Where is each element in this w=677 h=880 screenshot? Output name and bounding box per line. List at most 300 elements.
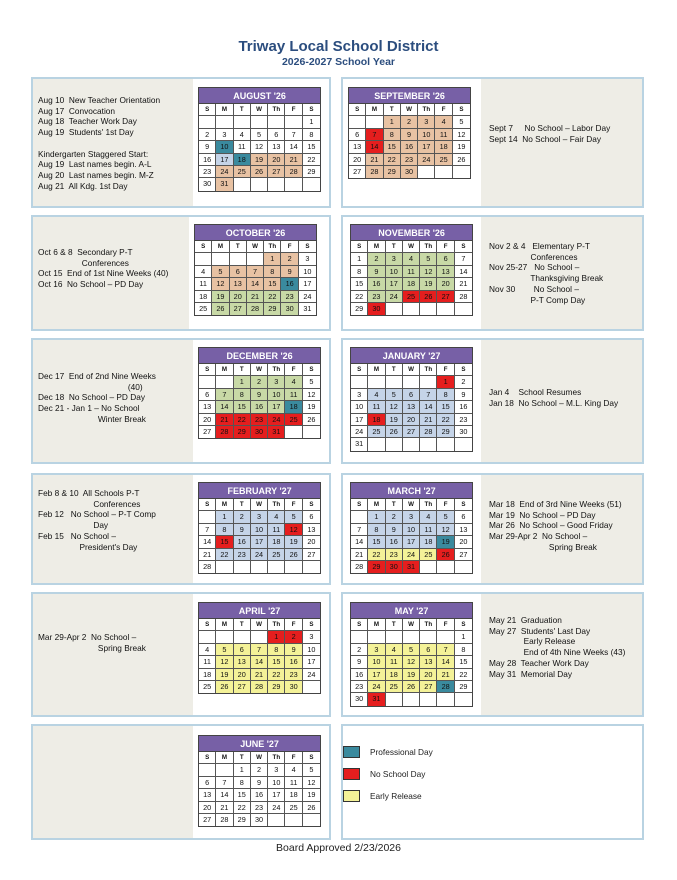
day-cell: 29 bbox=[455, 681, 472, 693]
month-grid bbox=[199, 499, 320, 573]
note-line bbox=[38, 138, 160, 149]
calendar-august bbox=[198, 87, 321, 192]
day-header: S bbox=[349, 104, 366, 116]
day-cell: 20 bbox=[199, 802, 216, 814]
day-cell: 2 bbox=[251, 764, 268, 776]
day-cell: 13 bbox=[437, 266, 454, 278]
day-cell: 11 bbox=[368, 401, 385, 413]
day-cell: 29 bbox=[368, 561, 385, 573]
day-cell: 24 bbox=[403, 549, 420, 561]
day-cell: 14 bbox=[437, 656, 454, 668]
day-cell: 11 bbox=[195, 278, 212, 290]
day-cell: 30 bbox=[251, 426, 268, 438]
day-cell: 10 bbox=[368, 656, 385, 668]
day-cell: 5 bbox=[216, 644, 233, 656]
day-cell: 6 bbox=[199, 389, 216, 401]
day-header: S bbox=[453, 104, 470, 116]
empty-cell bbox=[285, 178, 302, 190]
day-cell: 18 bbox=[368, 414, 385, 426]
day-cell: 19 bbox=[212, 291, 229, 303]
notes-october bbox=[38, 247, 168, 290]
empty-cell bbox=[285, 426, 302, 438]
day-cell: 16 bbox=[386, 536, 403, 548]
day-cell: 12 bbox=[403, 656, 420, 668]
empty-cell bbox=[386, 303, 403, 315]
day-cell: 3 bbox=[268, 376, 285, 388]
day-cell: 4 bbox=[386, 644, 403, 656]
day-cell: 16 bbox=[455, 401, 472, 413]
day-cell: 12 bbox=[216, 656, 233, 668]
day-cell: 1 bbox=[303, 116, 320, 128]
day-cell: 8 bbox=[234, 777, 251, 789]
month-title: MAY '27 bbox=[351, 603, 472, 619]
day-cell: 23 bbox=[251, 414, 268, 426]
empty-cell bbox=[199, 511, 216, 523]
note-line: May 21 Graduation bbox=[489, 615, 562, 625]
day-cell: 17 bbox=[303, 656, 320, 668]
day-cell: 21 bbox=[351, 549, 368, 561]
day-cell: 10 bbox=[268, 389, 285, 401]
day-cell: 26 bbox=[285, 549, 302, 561]
note-line: End of 4th Nine Weeks (43) bbox=[489, 647, 626, 658]
note-line: Thanksgiving Break bbox=[489, 273, 604, 284]
day-cell: 26 bbox=[386, 426, 403, 438]
day-cell: 20 bbox=[199, 414, 216, 426]
day-cell: 15 bbox=[234, 789, 251, 801]
day-cell: 7 bbox=[420, 389, 437, 401]
day-cell: 5 bbox=[303, 376, 320, 388]
day-cell: 24 bbox=[251, 549, 268, 561]
day-cell: 3 bbox=[386, 253, 403, 265]
note-line: Day bbox=[38, 520, 109, 531]
board-approved-footer: Board Approved 2/23/2026 bbox=[276, 842, 401, 854]
header bbox=[0, 38, 677, 69]
day-cell: 24 bbox=[299, 291, 316, 303]
empty-cell bbox=[351, 631, 368, 643]
day-header: M bbox=[368, 364, 385, 376]
legend-early-release bbox=[343, 790, 483, 804]
day-cell: 11 bbox=[420, 524, 437, 536]
day-cell: 5 bbox=[437, 511, 454, 523]
month-title: DECEMBER '26 bbox=[199, 348, 320, 364]
day-cell: 3 bbox=[216, 129, 233, 141]
day-cell: 17 bbox=[351, 414, 368, 426]
day-cell: 22 bbox=[368, 549, 385, 561]
day-cell: 31 bbox=[216, 178, 233, 190]
day-cell: 1 bbox=[351, 253, 368, 265]
day-cell: 4 bbox=[435, 116, 452, 128]
day-header: T bbox=[234, 752, 251, 764]
empty-cell bbox=[403, 438, 420, 450]
day-cell: 14 bbox=[455, 266, 472, 278]
note-line: Mar 26 No School – Good Friday bbox=[489, 520, 613, 531]
day-cell: 1 bbox=[455, 631, 472, 643]
day-cell: 8 bbox=[268, 644, 285, 656]
month-grid bbox=[349, 104, 470, 178]
month-grid bbox=[195, 241, 316, 315]
day-cell: 10 bbox=[403, 524, 420, 536]
day-cell: 23 bbox=[455, 414, 472, 426]
day-cell: 11 bbox=[199, 656, 216, 668]
day-cell: 21 bbox=[420, 414, 437, 426]
empty-cell bbox=[403, 376, 420, 388]
day-cell: 27 bbox=[437, 291, 454, 303]
day-cell: 28 bbox=[366, 166, 383, 178]
day-cell: 20 bbox=[234, 669, 251, 681]
day-cell: 28 bbox=[216, 814, 233, 826]
day-cell: 16 bbox=[351, 669, 368, 681]
day-header: M bbox=[216, 104, 233, 116]
legend-professional-day bbox=[343, 746, 483, 760]
empty-cell bbox=[455, 693, 472, 705]
day-cell: 2 bbox=[455, 376, 472, 388]
day-header: S bbox=[303, 364, 320, 376]
day-cell: 25 bbox=[386, 681, 403, 693]
day-cell: 26 bbox=[437, 549, 454, 561]
day-cell: 8 bbox=[455, 644, 472, 656]
day-cell: 13 bbox=[455, 524, 472, 536]
month-title: AUGUST '26 bbox=[199, 88, 320, 104]
day-cell: 16 bbox=[368, 278, 385, 290]
day-cell: 8 bbox=[234, 389, 251, 401]
day-cell: 28 bbox=[247, 303, 264, 315]
day-cell: 1 bbox=[437, 376, 454, 388]
day-cell: 24 bbox=[268, 414, 285, 426]
day-cell: 14 bbox=[420, 401, 437, 413]
day-cell: 27 bbox=[349, 166, 366, 178]
day-cell: 4 bbox=[285, 764, 302, 776]
empty-cell bbox=[386, 693, 403, 705]
empty-cell bbox=[366, 116, 383, 128]
note-line: May 27 Students' Last Day bbox=[489, 625, 591, 636]
day-cell: 16 bbox=[401, 141, 418, 153]
empty-cell bbox=[212, 253, 229, 265]
day-cell: 24 bbox=[418, 154, 435, 166]
day-header: W bbox=[251, 752, 268, 764]
day-cell: 30 bbox=[401, 166, 418, 178]
day-cell: 27 bbox=[403, 426, 420, 438]
day-cell: 7 bbox=[251, 644, 268, 656]
day-header: F bbox=[437, 364, 454, 376]
day-header: S bbox=[199, 104, 216, 116]
day-cell: 14 bbox=[366, 141, 383, 153]
day-cell: 26 bbox=[216, 681, 233, 693]
month-title: JANUARY '27 bbox=[351, 348, 472, 364]
day-cell: 15 bbox=[264, 278, 281, 290]
day-cell: 30 bbox=[251, 814, 268, 826]
day-cell: 15 bbox=[384, 141, 401, 153]
day-cell: 7 bbox=[199, 524, 216, 536]
day-cell: 9 bbox=[368, 266, 385, 278]
day-cell: 1 bbox=[234, 764, 251, 776]
notes-august bbox=[38, 95, 160, 191]
day-cell: 27 bbox=[234, 681, 251, 693]
day-header: S bbox=[303, 499, 320, 511]
empty-cell bbox=[195, 253, 212, 265]
empty-cell bbox=[403, 631, 420, 643]
empty-cell bbox=[368, 376, 385, 388]
day-cell: 25 bbox=[285, 414, 302, 426]
day-cell: 3 bbox=[251, 511, 268, 523]
empty-cell bbox=[386, 376, 403, 388]
day-cell: 18 bbox=[386, 669, 403, 681]
day-cell: 29 bbox=[437, 426, 454, 438]
day-cell: 8 bbox=[216, 524, 233, 536]
day-cell: 4 bbox=[234, 129, 251, 141]
day-cell: 23 bbox=[281, 291, 298, 303]
empty-cell bbox=[285, 561, 302, 573]
day-header: S bbox=[199, 499, 216, 511]
day-cell: 22 bbox=[234, 414, 251, 426]
empty-cell bbox=[437, 631, 454, 643]
day-header: M bbox=[368, 241, 385, 253]
day-cell: 20 bbox=[303, 536, 320, 548]
day-cell: 12 bbox=[437, 524, 454, 536]
day-cell: 23 bbox=[234, 549, 251, 561]
district-title: Triway Local School District bbox=[238, 38, 439, 55]
day-cell: 6 bbox=[199, 777, 216, 789]
day-cell: 25 bbox=[195, 303, 212, 315]
day-cell: 9 bbox=[386, 524, 403, 536]
day-cell: 17 bbox=[299, 278, 316, 290]
day-cell: 10 bbox=[216, 141, 233, 153]
day-cell: 15 bbox=[455, 656, 472, 668]
month-grid bbox=[199, 104, 320, 191]
month-grid bbox=[351, 364, 472, 451]
day-header: W bbox=[403, 364, 420, 376]
day-cell: 16 bbox=[234, 536, 251, 548]
note-line: Dec 18 No School – PD Day bbox=[38, 392, 145, 403]
day-header: T bbox=[386, 364, 403, 376]
day-cell: 6 bbox=[403, 389, 420, 401]
day-cell: 14 bbox=[251, 656, 268, 668]
day-cell: 12 bbox=[453, 129, 470, 141]
note-line: P-T Comp Day bbox=[489, 294, 586, 305]
day-header: T bbox=[234, 364, 251, 376]
day-cell: 9 bbox=[199, 141, 216, 153]
calendar-may bbox=[350, 602, 473, 707]
day-cell: 31 bbox=[303, 303, 312, 313]
day-cell: 24 bbox=[368, 681, 385, 693]
note-line: Feb 12 No School – P-T Comp bbox=[38, 509, 156, 520]
day-cell: 10 bbox=[299, 266, 316, 278]
day-header: F bbox=[285, 104, 302, 116]
day-cell: 5 bbox=[420, 253, 437, 265]
empty-cell bbox=[247, 253, 264, 265]
day-header: T bbox=[386, 499, 403, 511]
day-cell: 28 bbox=[437, 681, 454, 693]
day-cell: 15 bbox=[351, 278, 368, 290]
day-cell: 6 bbox=[349, 129, 366, 141]
day-cell: 1 bbox=[384, 116, 401, 128]
notes-december bbox=[38, 371, 156, 425]
note-line: Conferences bbox=[489, 251, 578, 262]
day-cell: 21 bbox=[216, 414, 233, 426]
empty-cell bbox=[285, 116, 302, 128]
day-cell: 2 bbox=[234, 511, 251, 523]
day-cell: 7 bbox=[216, 389, 233, 401]
day-cell: 2 bbox=[285, 631, 302, 643]
day-cell: 18 bbox=[199, 669, 216, 681]
day-cell: 25 bbox=[435, 154, 452, 166]
note-line: Oct 16 No School – PD Day bbox=[38, 279, 144, 290]
day-cell: 18 bbox=[285, 401, 302, 413]
empty-cell bbox=[420, 693, 437, 705]
day-cell: 20 bbox=[349, 154, 366, 166]
day-cell: 15 bbox=[268, 656, 285, 668]
note-line: Aug 17 Convocation bbox=[38, 105, 116, 116]
day-cell: 12 bbox=[420, 266, 437, 278]
day-cell: 19 bbox=[303, 789, 320, 801]
notes-may bbox=[489, 615, 625, 679]
day-header: T bbox=[234, 104, 251, 116]
day-header: S bbox=[299, 241, 316, 253]
school-year: 2026-2027 School Year bbox=[281, 56, 396, 68]
day-cell: 6 bbox=[268, 129, 285, 141]
day-cell: 17 bbox=[268, 789, 285, 801]
day-cell: 16 bbox=[251, 789, 268, 801]
day-cell: 9 bbox=[281, 266, 298, 278]
day-cell: 29 bbox=[234, 814, 251, 826]
day-cell: 20 bbox=[455, 536, 472, 548]
day-cell: 4 bbox=[285, 376, 302, 388]
day-cell: 29 bbox=[384, 166, 401, 178]
note-line: Dec 17 End of 2nd Nine Weeks bbox=[38, 371, 156, 381]
day-cell: 2 bbox=[251, 376, 268, 388]
note-line: Sept 7 No School – Labor Day bbox=[489, 123, 611, 133]
calendar-june bbox=[198, 735, 321, 827]
day-cell: 4 bbox=[199, 644, 216, 656]
day-cell: 4 bbox=[368, 389, 385, 401]
day-cell: 1 bbox=[234, 376, 251, 388]
empty-cell bbox=[453, 166, 470, 178]
legend-swatch bbox=[343, 790, 360, 802]
day-cell: 30 bbox=[285, 681, 302, 693]
day-cell: 25 bbox=[368, 426, 385, 438]
day-cell: 13 bbox=[234, 656, 251, 668]
month-title: MARCH '27 bbox=[351, 483, 472, 499]
note-line: Mar 19 No School – PD Day bbox=[489, 509, 596, 520]
day-header: S bbox=[199, 364, 216, 376]
empty-cell bbox=[199, 764, 216, 776]
legend-label: No School Day bbox=[370, 769, 426, 779]
day-header: Th bbox=[268, 619, 285, 631]
empty-cell bbox=[216, 376, 233, 388]
day-header: W bbox=[251, 619, 268, 631]
day-cell: 19 bbox=[403, 669, 420, 681]
day-header: S bbox=[455, 241, 472, 253]
notes-march bbox=[489, 499, 622, 553]
day-cell: 13 bbox=[268, 141, 285, 153]
note-line: Mar 29-Apr 2 No School – bbox=[38, 632, 137, 642]
day-cell: 12 bbox=[251, 141, 268, 153]
empty-cell bbox=[368, 631, 385, 643]
empty-cell bbox=[268, 814, 285, 826]
day-cell: 26 bbox=[303, 802, 320, 814]
day-cell: 16 bbox=[285, 656, 302, 668]
empty-cell bbox=[199, 631, 216, 643]
empty-cell bbox=[251, 178, 268, 190]
day-header: Th bbox=[420, 241, 437, 253]
day-header: Th bbox=[268, 499, 285, 511]
note-line: Early Release bbox=[489, 636, 576, 647]
calendar-march bbox=[350, 482, 473, 574]
day-header: F bbox=[285, 364, 302, 376]
note-line: Aug 19 Last names begin. A-L bbox=[38, 159, 152, 170]
day-cell: 28 bbox=[285, 166, 302, 178]
legend-no-school-day bbox=[343, 768, 483, 782]
note-line: May 28 Teacher Work Day bbox=[489, 657, 589, 668]
day-cell: 14 bbox=[199, 536, 216, 548]
day-header: W bbox=[401, 104, 418, 116]
day-header: S bbox=[351, 364, 368, 376]
day-cell: 12 bbox=[303, 777, 320, 789]
day-cell: 22 bbox=[234, 802, 251, 814]
day-cell: 8 bbox=[264, 266, 281, 278]
day-cell: 22 bbox=[455, 669, 472, 681]
day-cell: 25 bbox=[285, 802, 302, 814]
day-cell: 12 bbox=[303, 389, 320, 401]
day-cell: 9 bbox=[285, 644, 302, 656]
day-cell: 12 bbox=[386, 401, 403, 413]
day-cell: 10 bbox=[351, 401, 368, 413]
day-header: S bbox=[455, 364, 472, 376]
empty-cell bbox=[234, 561, 251, 573]
day-cell: 7 bbox=[247, 266, 264, 278]
day-header: W bbox=[403, 619, 420, 631]
day-cell: 21 bbox=[199, 549, 216, 561]
day-cell: 3 bbox=[299, 253, 316, 265]
month-grid bbox=[199, 752, 320, 826]
note-line: Nov 30 No School – bbox=[489, 283, 579, 294]
day-header: Th bbox=[268, 364, 285, 376]
day-header: M bbox=[216, 364, 233, 376]
day-cell: 7 bbox=[455, 253, 472, 265]
day-cell: 17 bbox=[216, 154, 233, 166]
day-cell: 29 bbox=[303, 166, 320, 178]
day-cell: 16 bbox=[199, 154, 216, 166]
month-grid bbox=[351, 499, 472, 573]
note-line: Spring Break bbox=[38, 642, 146, 653]
day-header: Th bbox=[420, 619, 437, 631]
day-cell: 2 bbox=[386, 511, 403, 523]
day-cell: 17 bbox=[403, 536, 420, 548]
day-header: Th bbox=[418, 104, 435, 116]
note-line: Oct 6 & 8 Secondary P-T bbox=[38, 247, 133, 257]
month-grid bbox=[199, 364, 320, 438]
empty-cell bbox=[437, 693, 454, 705]
day-cell: 28 bbox=[420, 426, 437, 438]
note-line: Dec 21 - Jan 1 – No School bbox=[38, 403, 140, 414]
day-header: S bbox=[199, 752, 216, 764]
day-cell: 26 bbox=[303, 414, 320, 426]
day-cell: 19 bbox=[285, 536, 302, 548]
day-cell: 28 bbox=[199, 561, 216, 573]
empty-cell bbox=[455, 303, 472, 315]
day-cell: 28 bbox=[351, 561, 368, 573]
empty-cell bbox=[351, 511, 368, 523]
month-title: SEPTEMBER '26 bbox=[349, 88, 470, 104]
day-cell: 11 bbox=[403, 266, 420, 278]
day-cell: 30 bbox=[386, 561, 403, 573]
day-cell: 8 bbox=[368, 524, 385, 536]
empty-cell bbox=[251, 561, 268, 573]
day-cell: 11 bbox=[234, 141, 251, 153]
day-cell: 24 bbox=[351, 426, 368, 438]
calendar-october bbox=[194, 224, 317, 316]
day-cell: 9 bbox=[251, 389, 268, 401]
day-cell: 23 bbox=[368, 291, 385, 303]
